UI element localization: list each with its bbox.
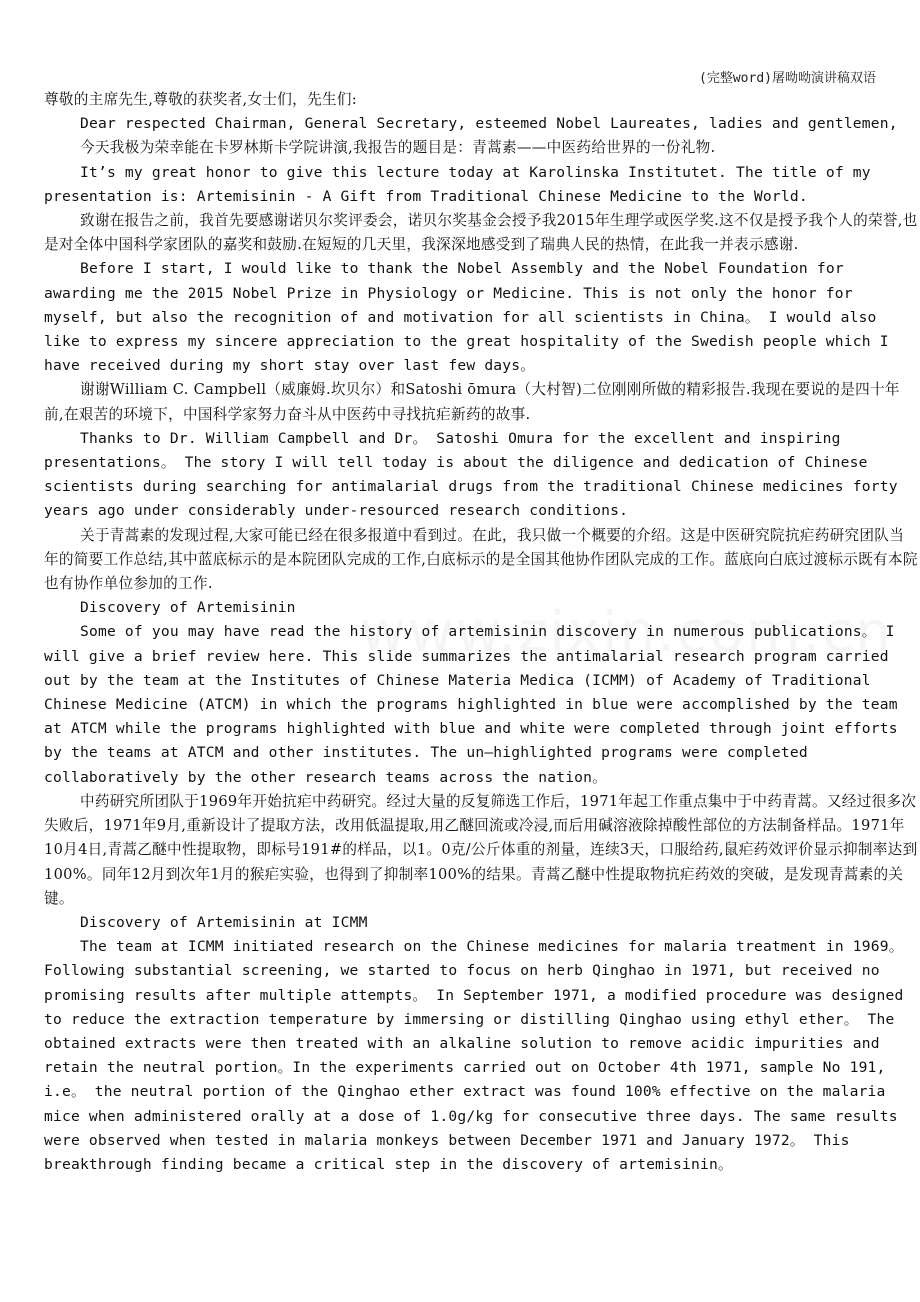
acknowledgement-en: Before I start, I would like to thank the Nobel Assembly and the Nobel Foundation for awarding me the 2015 Nobel Prize in Physiology or Medicine. This is not only the honor for myself, but also the recognition of and motivation for all scientists in China。 I would also like to express my sincere appreciation to the great hospitality of the Swedish people which I have received during my short stay over last few days。 [44, 260, 889, 375]
lecture-title-cn: 今天我极为荣幸能在卡罗林斯卡学院讲演,我报告的题目是：青蒿素——中医药给世界的一份礼物. [80, 139, 716, 157]
section-heading-discovery: Discovery of Artemisinin [80, 599, 296, 617]
thanks-cn: 谢谢William C. Campbell（威廉姆.坎贝尔）和Satoshi ōmura（大村智)二位刚刚所做的精彩报告.我现在要说的是四十年前,在艰苦的环境下，中国科学家努力奋斗从中医药中寻找抗疟新药的故事. [44, 381, 900, 423]
discovery-overview-en: Some of you may have read the history of artemisinin discovery in numerous publications。 I will give a brief review here. This slide summarizes the antimalarial research program carried out by the team at the Institutes of Chinese Materia Medica (ICMM) of Academy of Traditional Chinese Medicine (ATCM) in which the programs highlighted in blue were accomplished by the team at ATCM while the programs highlighted with blue and white were completed through joint efforts by the teams at ATCM and other institutes. The un—highlighted programs were completed collaboratively by the other research teams across the nation。 [44, 623, 898, 786]
icmm-research-cn: 中药研究所团队于1969年开始抗疟中药研究。经过大量的反复筛选工作后，1971年起工作重点集中于中药青蒿。又经过很多次失败后，1971年9月,重新设计了提取方法，改用低温提取,用乙醚回流或冷浸,而后用碱溶液除掉酸性部位的方法制备样品。1971年10月4日,青蒿乙醚中性提取物，即标号191#的样品，以1。0克/公斤体重的剂量，连续3天，口服给药,鼠疟药效评价显示抑制率达到100%。同年12月到次年1月的猴疟实验，也得到了抑制率100%的结果。青蒿乙醚中性提取物抗疟药效的突破，是发现青蒿素的关键。 [44, 792, 918, 907]
document-header-title: (完整word)屠呦呦演讲稿双语 [699, 71, 876, 86]
lecture-title-en: It’s my great honor to give this lecture today at Karolinska Institutet. The title of my presentation is: Artemisinin - A Gift from Traditional Chinese Medicine to the World. [44, 163, 871, 205]
document-body [44, 88, 918, 1177]
thanks-en: Thanks to Dr. William Campbell and Dr。 Satoshi Omura for the excellent and inspiring presentations。 The story I will tell today is about the diligence and dedication of Chinese scientists during searching for antimalarial drugs from the traditional Chinese medicines forty years ago under considerably under-resourced research conditions. [44, 429, 898, 520]
greeting-cn: 尊敬的主席先生,尊敬的获奖者,女士们，先生们: [44, 91, 357, 108]
greeting-en: Dear respected Chairman, General Secretary, esteemed Nobel Laureates, ladies and gentlemen, [80, 115, 898, 133]
discovery-overview-cn: 关于青蒿素的发现过程,大家可能已经在很多报道中看到过。在此，我只做一个概要的介绍。这是中医研究院抗疟药研究团队当年的简要工作总结,其中蓝底标示的是本院团队完成的工作,白底标示的是全国其他协作团队完成的工作。蓝底向白底过渡标示既有本院也有协作单位参加的工作. [44, 526, 918, 593]
acknowledgement-cn: 致谢在报告之前，我首先要感谢诺贝尔奖评委会，诺贝尔奖基金会授予我2015年生理学或医学奖.这不仅是授予我个人的荣誉,也是对全体中国科学家团队的嘉奖和鼓励.在短短的几天里，我深深地感受到了瑞典人民的热情，在此我一并表示感谢. [44, 212, 918, 254]
section-heading-icmm: Discovery of Artemisinin at ICMM [80, 913, 368, 931]
icmm-research-en: The team at ICMM initiated research on the Chinese medicines for malaria treatment in 1969。 Following substantial screening, we started to focus on herb Qinghao in 1971, but received no promising results after multiple attempts。 In September 1971, a modified procedure was designed to reduce the extraction temperature by immersing or distilling Qinghao using ethyl ether。 The obtained extracts were then treated with an alkaline solution to remove acidic impurities and retain the neutral portion。In the experiments carried out on October 4th 1971, sample No 191, i.e。 the neutral portion of the Qinghao ether extract was found 100% effective on the malaria mice when administered orally at a dose of 1.0g/kg for consecutive three days. The same results were observed when tested in malaria monkeys between December 1971 and January 1972。 This breakthrough finding became a critical step in the discovery of artemisinin。 [44, 938, 904, 1173]
